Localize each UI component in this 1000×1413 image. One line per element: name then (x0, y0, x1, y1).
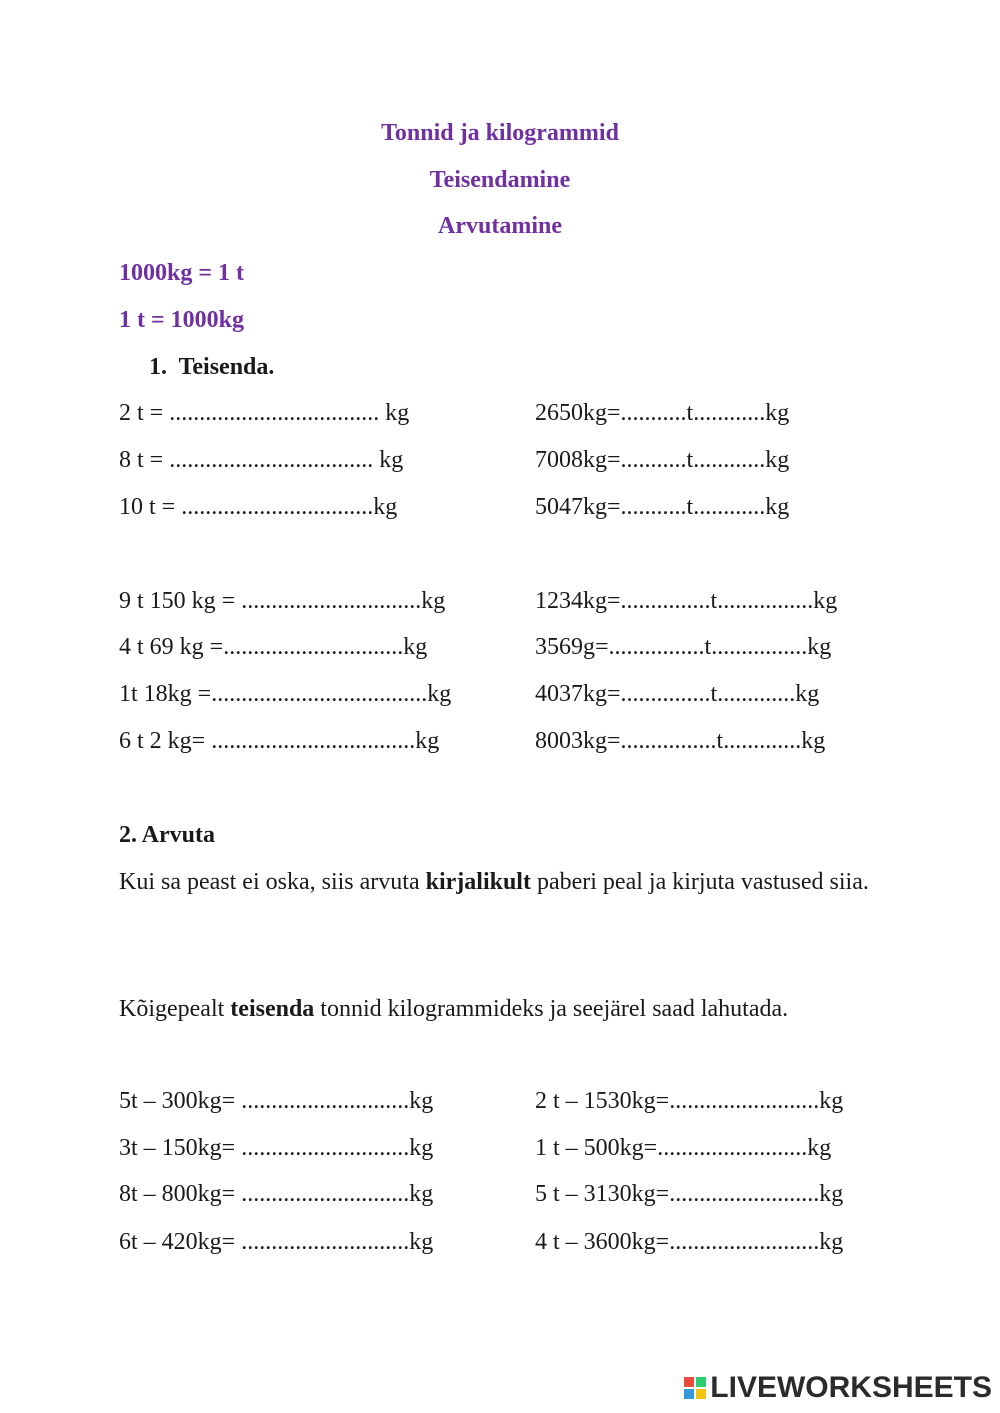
exercise-row[interactable]: 2650kg=...........t............kg (535, 400, 790, 426)
fact-kg-to-t: 1000kg = 1 t (119, 260, 245, 286)
hint-text: Kõigepealt (119, 996, 231, 1022)
section1-number: 1. (149, 354, 167, 380)
exercise-row[interactable]: 5 t – 3130kg=.........................kg (535, 1181, 844, 1207)
logo-square (696, 1389, 706, 1399)
logo-square (684, 1377, 694, 1387)
hint-paragraph (119, 994, 899, 1025)
logo-text: LIVEWORKSHEETS (710, 1371, 992, 1404)
exercise-row[interactable]: 4 t – 3600kg=.........................kg (535, 1229, 844, 1255)
instructions-bold: kirjalikult (425, 869, 531, 895)
exercise-row[interactable]: 10 t = ................................kg (119, 494, 398, 520)
exercise-row[interactable]: 3t – 150kg= ............................kg (119, 1135, 434, 1161)
worksheet-subtitle-calculation: Arvutamine (438, 213, 562, 239)
section1-heading (149, 354, 274, 381)
exercise-row[interactable]: 4 t 69 kg =..............................kg (119, 634, 428, 660)
exercise-row[interactable]: 8 t = .................................. kg (119, 447, 404, 473)
worksheet-title: Tonnid ja kilogrammid (381, 120, 619, 146)
instructions-paragraph (119, 867, 899, 898)
worksheet-subtitle-conversion: Teisendamine (429, 167, 571, 193)
liveworksheets-logo (684, 1371, 992, 1405)
exercise-row[interactable]: 1t 18kg =....................................kg (119, 681, 452, 707)
exercise-row[interactable]: 2 t = ................................... kg (119, 400, 410, 426)
exercise-row[interactable]: 1 t – 500kg=.........................kg (535, 1135, 832, 1161)
exercise-row[interactable]: 3569g=................t................kg (535, 634, 832, 660)
exercise-row[interactable]: 8t – 800kg= ............................kg (119, 1181, 434, 1207)
instructions-text: Kui sa peast ei oska, siis arvuta (119, 869, 426, 895)
exercise-row[interactable]: 4037kg=...............t.............kg (535, 681, 820, 707)
exercise-row[interactable]: 6 t 2 kg= ..................................kg (119, 728, 440, 754)
hint-text: tonnid kilogrammideks ja seejärel saad lahutada. (314, 996, 789, 1022)
section1-title: Teisenda. (178, 354, 275, 380)
exercise-row[interactable]: 9 t 150 kg = ..............................kg (119, 588, 446, 614)
exercise-row[interactable]: 7008kg=...........t............kg (535, 447, 790, 473)
logo-square (684, 1389, 694, 1399)
logo-square (696, 1377, 706, 1387)
logo-squares-icon (684, 1377, 706, 1399)
instructions-text: paberi peal ja kirjuta vastused siia. (530, 869, 869, 895)
section2-heading: 2. Arvuta (119, 822, 215, 848)
exercise-row[interactable]: 5t – 300kg= ............................kg (119, 1088, 434, 1114)
hint-bold: teisenda (230, 996, 315, 1022)
exercise-row[interactable]: 2 t – 1530kg=.........................kg (535, 1088, 844, 1114)
exercise-row[interactable]: 6t – 420kg= ............................kg (119, 1229, 434, 1255)
exercise-row[interactable]: 5047kg=...........t............kg (535, 494, 790, 520)
fact-t-to-kg: 1 t = 1000kg (119, 307, 245, 333)
exercise-row[interactable]: 1234kg=...............t................kg (535, 588, 838, 614)
exercise-row[interactable]: 8003kg=................t.............kg (535, 728, 826, 754)
